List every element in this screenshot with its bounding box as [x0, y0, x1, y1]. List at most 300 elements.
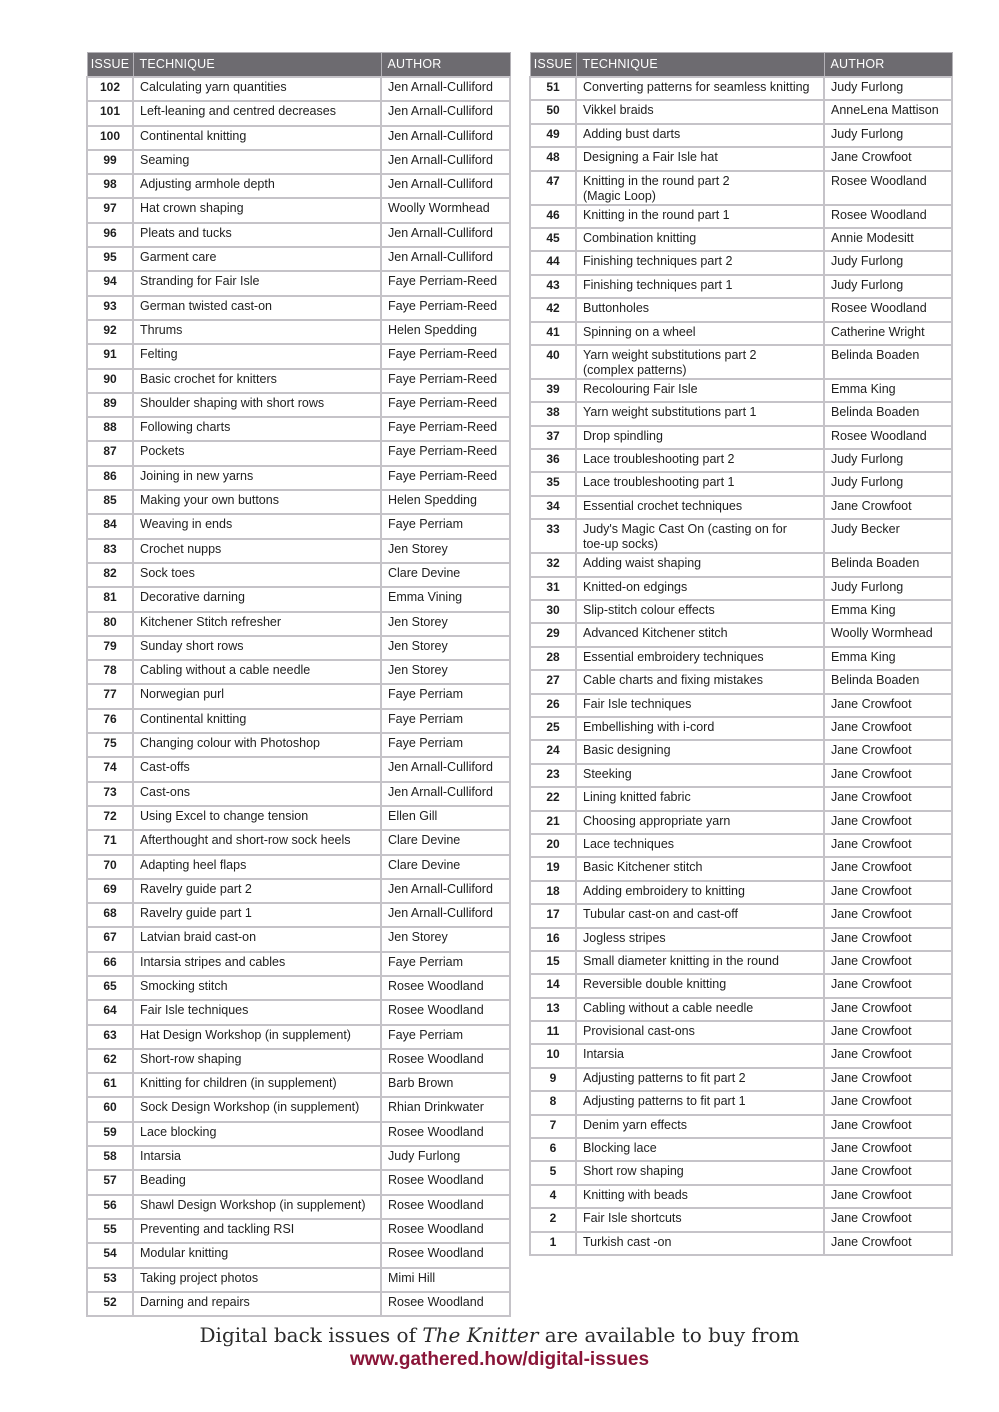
technique-cell: Adding waist shaping	[576, 553, 824, 576]
author-cell: Jen Storey	[381, 636, 510, 660]
technique-cell: Blocking lace	[576, 1138, 824, 1161]
table-row	[530, 764, 952, 787]
author-cell: Faye Perriam-Reed	[381, 296, 510, 320]
table-row	[530, 717, 952, 740]
technique-cell: Intarsia	[576, 1044, 824, 1067]
technique-cell: Hat Design Workshop (in supplement)	[133, 1025, 381, 1049]
issue-number: 14	[530, 974, 576, 997]
issue-number: 28	[530, 647, 576, 670]
technique-cell: Stranding for Fair Isle	[133, 271, 381, 295]
technique-cell: Essential embroidery techniques	[576, 647, 824, 670]
table-row	[87, 174, 510, 198]
technique-cell: Cable charts and fixing mistakes	[576, 670, 824, 693]
issue-number: 78	[87, 660, 133, 684]
technique-cell: Seaming	[133, 150, 381, 174]
table-row	[530, 1115, 952, 1138]
technique-cell: Finishing techniques part 1	[576, 275, 824, 298]
technique-cell: Adjusting armhole depth	[133, 174, 381, 198]
table-row	[87, 733, 510, 757]
author-cell: Faye Perriam	[381, 952, 510, 976]
author-cell: Judy Furlong	[824, 251, 952, 274]
issue-number: 54	[87, 1243, 133, 1267]
author-cell: Ellen Gill	[381, 806, 510, 830]
footer-text	[0, 1322, 999, 1348]
technique-cell: Modular knitting	[133, 1243, 381, 1267]
author-cell: Jane Crowfoot	[824, 928, 952, 951]
issue-number: 29	[530, 623, 576, 646]
issue-number: 40	[530, 345, 576, 379]
issue-number: 41	[530, 322, 576, 345]
author-cell: Jen Arnall-Culliford	[381, 782, 510, 806]
author-cell: Faye Perriam-Reed	[381, 344, 510, 368]
table-row	[87, 417, 510, 441]
issue-number: 10	[530, 1044, 576, 1067]
table-row	[530, 787, 952, 810]
author-cell: Jane Crowfoot	[824, 1208, 952, 1231]
issue-number: 48	[530, 147, 576, 170]
author-cell: Jane Crowfoot	[824, 764, 952, 787]
technique-cell: Designing a Fair Isle hat	[576, 147, 824, 170]
table-row	[530, 1208, 952, 1231]
author-cell: Jen Arnall-Culliford	[381, 223, 510, 247]
technique-cell: Afterthought and short-row sock heels	[133, 830, 381, 854]
issue-number: 91	[87, 344, 133, 368]
technique-cell: Small diameter knitting in the round	[576, 951, 824, 974]
author-cell: Jane Crowfoot	[824, 1068, 952, 1091]
author-cell: Jen Storey	[381, 927, 510, 951]
issue-number: 38	[530, 402, 576, 425]
technique-cell: Ravelry guide part 2	[133, 879, 381, 903]
author-cell: Jen Arnall-Culliford	[381, 247, 510, 271]
author-cell: Jane Crowfoot	[824, 1161, 952, 1184]
table-row	[530, 857, 952, 880]
technique-cell: Adapting heel flaps	[133, 855, 381, 879]
author-cell: Faye Perriam	[381, 514, 510, 538]
issue-number: 8	[530, 1091, 576, 1114]
author-cell: Helen Spedding	[381, 490, 510, 514]
table-row	[87, 1219, 510, 1243]
author-cell: Jen Storey	[381, 539, 510, 563]
author-cell: Belinda Boaden	[824, 345, 952, 379]
issue-number: 57	[87, 1170, 133, 1194]
table-row	[87, 612, 510, 636]
author-cell: Jane Crowfoot	[824, 694, 952, 717]
left-index-table	[86, 52, 511, 1317]
table-row	[87, 952, 510, 976]
issue-number: 45	[530, 228, 576, 251]
issue-number: 93	[87, 296, 133, 320]
author-cell: Faye Perriam	[381, 684, 510, 708]
technique-cell: Cabling without a cable needle	[133, 660, 381, 684]
issue-number: 55	[87, 1219, 133, 1243]
author-cell: Jane Crowfoot	[824, 881, 952, 904]
technique-cell: Continental knitting	[133, 709, 381, 733]
author-cell: AnneLena Mattison	[824, 100, 952, 123]
table-row	[87, 1195, 510, 1219]
issue-number: 13	[530, 998, 576, 1021]
author-cell: Woolly Wormhead	[381, 198, 510, 222]
author-cell: Judy Furlong	[824, 449, 952, 472]
author-cell: Helen Spedding	[381, 320, 510, 344]
issue-number: 94	[87, 271, 133, 295]
table-row	[530, 553, 952, 576]
table-row	[530, 1161, 952, 1184]
author-cell: Rosee Woodland	[381, 1243, 510, 1267]
table-row	[87, 782, 510, 806]
issue-number: 70	[87, 855, 133, 879]
table-row	[87, 1170, 510, 1194]
table-row	[530, 205, 952, 228]
issue-number: 17	[530, 904, 576, 927]
table-row	[87, 879, 510, 903]
table-row	[87, 466, 510, 490]
technique-cell: Yarn weight substitutions part 1	[576, 402, 824, 425]
table-row	[87, 587, 510, 611]
issue-number: 58	[87, 1146, 133, 1170]
technique-cell: Buttonholes	[576, 298, 824, 321]
issue-number: 81	[87, 587, 133, 611]
author-cell: Catherine Wright	[824, 322, 952, 345]
issue-number: 25	[530, 717, 576, 740]
author-cell: Rosee Woodland	[381, 1049, 510, 1073]
issue-number: 37	[530, 426, 576, 449]
author-cell: Clare Devine	[381, 563, 510, 587]
issue-number: 62	[87, 1049, 133, 1073]
technique-cell: Knitting in the round part 2 (Magic Loop)	[576, 171, 824, 205]
author-cell: Jane Crowfoot	[824, 834, 952, 857]
technique-cell: Making your own buttons	[133, 490, 381, 514]
author-cell: Jen Arnall-Culliford	[381, 150, 510, 174]
issue-number: 18	[530, 881, 576, 904]
technique-cell: Lace troubleshooting part 1	[576, 472, 824, 495]
technique-cell: Basic Kitchener stitch	[576, 857, 824, 880]
table-row	[87, 1025, 510, 1049]
issue-number: 24	[530, 740, 576, 763]
technique-cell: Lace blocking	[133, 1122, 381, 1146]
table-row	[530, 426, 952, 449]
author-cell: Jen Arnall-Culliford	[381, 126, 510, 150]
technique-cell: Calculating yarn quantities	[133, 77, 381, 101]
issue-number: 101	[87, 101, 133, 125]
issue-number: 88	[87, 417, 133, 441]
author-cell: Jane Crowfoot	[824, 147, 952, 170]
table-row	[530, 298, 952, 321]
author-cell: Rosee Woodland	[824, 298, 952, 321]
technique-column-header: TECHNIQUE	[133, 53, 381, 78]
issue-number: 16	[530, 928, 576, 951]
technique-cell: Converting patterns for seamless knitting	[576, 77, 824, 100]
technique-cell: Vikkel braids	[576, 100, 824, 123]
table-row	[530, 1185, 952, 1208]
issue-number: 74	[87, 757, 133, 781]
technique-cell: Jogless stripes	[576, 928, 824, 951]
issue-number: 97	[87, 198, 133, 222]
author-cell: Jen Arnall-Culliford	[381, 903, 510, 927]
issue-number: 2	[530, 1208, 576, 1231]
author-cell: Rosee Woodland	[381, 1195, 510, 1219]
table-row	[530, 322, 952, 345]
table-row	[530, 251, 952, 274]
table-row	[530, 1044, 952, 1067]
table-row	[530, 1232, 952, 1255]
table-row	[530, 1021, 952, 1044]
author-cell: Jane Crowfoot	[824, 974, 952, 997]
technique-cell: Preventing and tackling RSI	[133, 1219, 381, 1243]
technique-cell: Using Excel to change tension	[133, 806, 381, 830]
issue-number: 30	[530, 600, 576, 623]
table-row	[530, 77, 952, 100]
technique-cell: Garment care	[133, 247, 381, 271]
technique-cell: Pleats and tucks	[133, 223, 381, 247]
table-row	[87, 539, 510, 563]
issue-number: 52	[87, 1292, 133, 1316]
table-row	[530, 951, 952, 974]
issue-number: 53	[87, 1268, 133, 1292]
table-row	[87, 976, 510, 1000]
author-cell: Jen Arnall-Culliford	[381, 77, 510, 101]
author-column-header: AUTHOR	[381, 53, 510, 78]
technique-cell: German twisted cast-on	[133, 296, 381, 320]
author-cell: Rosee Woodland	[381, 976, 510, 1000]
author-cell: Barb Brown	[381, 1073, 510, 1097]
technique-cell: Lining knitted fabric	[576, 787, 824, 810]
table-row	[87, 393, 510, 417]
author-cell: Jane Crowfoot	[824, 787, 952, 810]
table-row	[87, 126, 510, 150]
table-row	[87, 709, 510, 733]
technique-cell: Beading	[133, 1170, 381, 1194]
technique-cell: Finishing techniques part 2	[576, 251, 824, 274]
author-cell: Jen Storey	[381, 660, 510, 684]
technique-cell: Cast-offs	[133, 757, 381, 781]
author-cell: Jane Crowfoot	[824, 496, 952, 519]
table-row	[87, 247, 510, 271]
technique-cell: Reversible double knitting	[576, 974, 824, 997]
issue-number: 67	[87, 927, 133, 951]
author-cell: Jane Crowfoot	[824, 1091, 952, 1114]
technique-cell: Weaving in ends	[133, 514, 381, 538]
author-cell: Jane Crowfoot	[824, 1021, 952, 1044]
issue-number: 92	[87, 320, 133, 344]
author-cell: Jane Crowfoot	[824, 740, 952, 763]
technique-cell: Spinning on a wheel	[576, 322, 824, 345]
issue-number: 100	[87, 126, 133, 150]
table-row	[530, 577, 952, 600]
table-header-row	[87, 53, 510, 78]
table-row	[530, 670, 952, 693]
table-row	[87, 271, 510, 295]
table-row	[530, 472, 952, 495]
issue-number: 6	[530, 1138, 576, 1161]
author-cell: Jane Crowfoot	[824, 717, 952, 740]
technique-cell: Drop spindling	[576, 426, 824, 449]
technique-cell: Smocking stitch	[133, 976, 381, 1000]
table-row	[87, 1268, 510, 1292]
footer-text-before: Digital back issues of	[199, 1323, 423, 1347]
issue-number: 71	[87, 830, 133, 854]
technique-cell: Knitted-on edgings	[576, 577, 824, 600]
table-row	[530, 379, 952, 402]
issue-number: 96	[87, 223, 133, 247]
author-cell: Judy Furlong	[824, 124, 952, 147]
issue-number: 82	[87, 563, 133, 587]
author-cell: Belinda Boaden	[824, 553, 952, 576]
technique-column-header: TECHNIQUE	[576, 53, 824, 78]
technique-cell: Turkish cast -on	[576, 1232, 824, 1255]
table-row	[87, 514, 510, 538]
technique-cell: Intarsia	[133, 1146, 381, 1170]
issue-number: 27	[530, 670, 576, 693]
table-row	[87, 660, 510, 684]
author-cell: Jen Storey	[381, 612, 510, 636]
technique-cell: Decorative darning	[133, 587, 381, 611]
table-row	[530, 811, 952, 834]
author-cell: Emma King	[824, 647, 952, 670]
table-row	[530, 881, 952, 904]
author-cell: Faye Perriam-Reed	[381, 417, 510, 441]
issue-number: 75	[87, 733, 133, 757]
technique-cell: Changing colour with Photoshop	[133, 733, 381, 757]
digital-issues-link[interactable]: www.gathered.how/digital-issues	[349, 1349, 650, 1370]
technique-cell: Fair Isle shortcuts	[576, 1208, 824, 1231]
table-row	[87, 903, 510, 927]
issue-number: 5	[530, 1161, 576, 1184]
table-row	[530, 834, 952, 857]
table-row	[87, 1243, 510, 1267]
issue-number: 63	[87, 1025, 133, 1049]
technique-cell: Adding embroidery to knitting	[576, 881, 824, 904]
table-row	[530, 600, 952, 623]
table-row	[87, 830, 510, 854]
technique-cell: Essential crochet techniques	[576, 496, 824, 519]
author-cell: Jane Crowfoot	[824, 1185, 952, 1208]
author-cell: Jane Crowfoot	[824, 1138, 952, 1161]
author-cell: Faye Perriam	[381, 1025, 510, 1049]
technique-cell: Judy's Magic Cast On (casting on for toe-up socks)	[576, 519, 824, 553]
technique-cell: Pockets	[133, 441, 381, 465]
issue-number: 34	[530, 496, 576, 519]
author-cell: Jane Crowfoot	[824, 1232, 952, 1255]
technique-cell: Recolouring Fair Isle	[576, 379, 824, 402]
issue-number: 85	[87, 490, 133, 514]
table-row	[530, 974, 952, 997]
table-row	[87, 150, 510, 174]
issue-number: 43	[530, 275, 576, 298]
technique-cell: Norwegian purl	[133, 684, 381, 708]
technique-cell: Joining in new yarns	[133, 466, 381, 490]
table-row	[530, 1068, 952, 1091]
author-cell: Faye Perriam-Reed	[381, 369, 510, 393]
author-cell: Faye Perriam	[381, 733, 510, 757]
table-row	[530, 275, 952, 298]
technique-cell: Short row shaping	[576, 1161, 824, 1184]
issue-number: 22	[530, 787, 576, 810]
author-cell: Jane Crowfoot	[824, 904, 952, 927]
technique-cell: Provisional cast-ons	[576, 1021, 824, 1044]
issue-number: 66	[87, 952, 133, 976]
issue-number: 46	[530, 205, 576, 228]
technique-cell: Fair Isle techniques	[576, 694, 824, 717]
issue-number: 98	[87, 174, 133, 198]
technique-cell: Tubular cast-on and cast-off	[576, 904, 824, 927]
technique-cell: Embellishing with i-cord	[576, 717, 824, 740]
issue-number: 60	[87, 1097, 133, 1121]
table-row	[530, 1138, 952, 1161]
technique-cell: Ravelry guide part 1	[133, 903, 381, 927]
issue-column-header: ISSUE	[87, 53, 133, 78]
table-row	[87, 563, 510, 587]
issue-number: 15	[530, 951, 576, 974]
issue-number: 26	[530, 694, 576, 717]
technique-cell: Thrums	[133, 320, 381, 344]
technique-cell: Hat crown shaping	[133, 198, 381, 222]
issue-number: 50	[530, 100, 576, 123]
table-row	[530, 496, 952, 519]
technique-cell: Sock Design Workshop (in supplement)	[133, 1097, 381, 1121]
author-cell: Faye Perriam-Reed	[381, 441, 510, 465]
author-cell: Judy Becker	[824, 519, 952, 553]
table-row	[530, 647, 952, 670]
table-row	[530, 519, 952, 553]
issue-number: 9	[530, 1068, 576, 1091]
table-row	[87, 441, 510, 465]
table-row	[530, 740, 952, 763]
author-cell: Emma King	[824, 600, 952, 623]
issue-number: 44	[530, 251, 576, 274]
issue-number: 42	[530, 298, 576, 321]
issue-number: 84	[87, 514, 133, 538]
author-cell: Judy Furlong	[381, 1146, 510, 1170]
technique-cell: Shoulder shaping with short rows	[133, 393, 381, 417]
issue-number: 76	[87, 709, 133, 733]
issue-number: 72	[87, 806, 133, 830]
technique-cell: Adjusting patterns to fit part 2	[576, 1068, 824, 1091]
table-row	[87, 636, 510, 660]
author-cell: Annie Modesitt	[824, 228, 952, 251]
technique-cell: Combination knitting	[576, 228, 824, 251]
issue-number: 56	[87, 1195, 133, 1219]
technique-cell: Adjusting patterns to fit part 1	[576, 1091, 824, 1114]
author-cell: Jen Arnall-Culliford	[381, 101, 510, 125]
technique-cell: Advanced Kitchener stitch	[576, 623, 824, 646]
author-cell: Rosee Woodland	[381, 1219, 510, 1243]
author-cell: Faye Perriam-Reed	[381, 466, 510, 490]
issue-number: 23	[530, 764, 576, 787]
table-row	[87, 344, 510, 368]
issue-number: 68	[87, 903, 133, 927]
technique-cell: Shawl Design Workshop (in supplement)	[133, 1195, 381, 1219]
technique-cell: Sock toes	[133, 563, 381, 587]
table-row	[530, 694, 952, 717]
issue-number: 65	[87, 976, 133, 1000]
technique-cell: Lace troubleshooting part 2	[576, 449, 824, 472]
technique-cell: Crochet nupps	[133, 539, 381, 563]
issue-number: 39	[530, 379, 576, 402]
table-header-row	[530, 53, 952, 78]
author-cell: Rosee Woodland	[381, 1000, 510, 1024]
table-row	[87, 927, 510, 951]
technique-cell: Denim yarn effects	[576, 1115, 824, 1138]
technique-cell: Intarsia stripes and cables	[133, 952, 381, 976]
author-cell: Faye Perriam-Reed	[381, 393, 510, 417]
table-row	[87, 1122, 510, 1146]
table-row	[87, 806, 510, 830]
table-row	[87, 490, 510, 514]
author-cell: Rosee Woodland	[824, 426, 952, 449]
table-row	[87, 1000, 510, 1024]
author-cell: Clare Devine	[381, 830, 510, 854]
author-cell: Jane Crowfoot	[824, 857, 952, 880]
